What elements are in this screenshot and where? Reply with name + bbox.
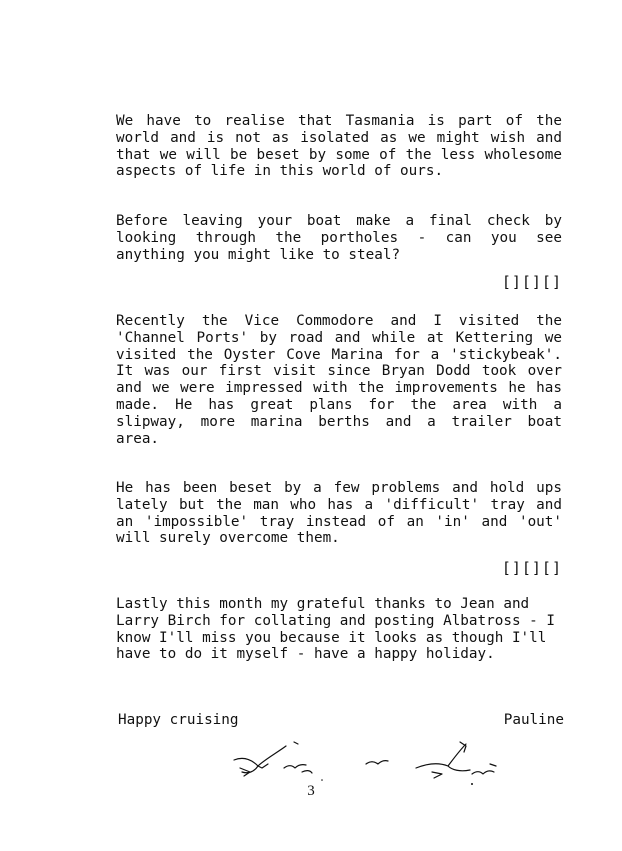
paragraph-tasmania: We have to realise that Tasmania is part of the world and is not as isolated as we might wish and that we will be beset by some of the less wholesome aspects of life in this world of ours.	[116, 113, 562, 180]
sign-off: Happy cruising	[118, 712, 239, 728]
paragraph-boat-check: Before leaving your boat make a final check by looking through the portholes - can you see anything you might like to steal?	[116, 213, 562, 263]
paragraph-thanks: Lastly this month my grateful thanks to Jean and Larry Birch for collating and posting Albatross - I know I'll miss you because it looks as though I'll have to do it myself - have a happy holiday.	[116, 596, 555, 663]
author-name: Pauline	[503, 712, 564, 728]
section-separator: [][][]	[501, 559, 562, 577]
section-separator: [][][]	[501, 273, 562, 291]
paragraph-problems: He has been beset by a few problems and hold ups lately but the man who has a 'difficult' tray and an 'impossible' tray instead of an 'in' and 'out' will surely overcome them.	[116, 480, 562, 547]
page-number: 3	[307, 783, 315, 799]
paragraph-channel-ports: Recently the Vice Commodore and I visited the 'Channel Ports' by road and while at Kettering we visited the Oyster Cove Marina for a 'stickybeak'. It was our first visit since Bryan Dodd took over and we were impressed with the improvements he has made. He has great plans for the area with a slipway, more marina berths and a trailer boat area.	[116, 313, 562, 447]
